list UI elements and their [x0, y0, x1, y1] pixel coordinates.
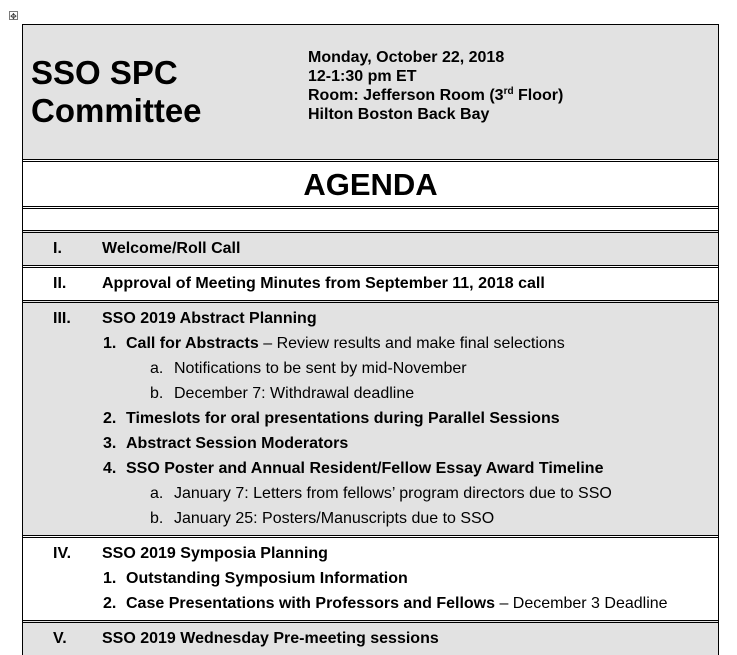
sub-list-item: [23, 506, 718, 531]
sub-list-item: [23, 381, 718, 406]
section-numeral: II.: [53, 275, 67, 292]
item-number: 1.: [103, 570, 117, 587]
section-title: SSO 2019 Symposia Planning: [102, 545, 328, 562]
meeting-time: 12-1:30 pm ET: [308, 68, 417, 85]
agenda-table: [22, 24, 719, 655]
committee-title-line1: SSO SPC: [31, 54, 178, 91]
section-heading: [23, 541, 718, 566]
section-row-5: [23, 620, 718, 655]
section-heading: [23, 271, 718, 296]
header-row: [23, 24, 718, 159]
list-item: [23, 591, 718, 616]
spacer-row: [23, 206, 718, 230]
committee-title-line2: Committee: [31, 92, 202, 129]
subitem-letter: b.: [150, 385, 164, 402]
item-text: Outstanding Symposium Information: [126, 570, 408, 587]
meeting-date: Monday, October 22, 2018: [308, 49, 505, 66]
list-item: [23, 566, 718, 591]
section-row-2: [23, 265, 718, 300]
sub-list-item: [23, 481, 718, 506]
item-number: 2.: [103, 595, 117, 612]
item-text: Case Presentations with Professors and Fellows – December 3 Deadline: [126, 595, 668, 612]
section-title: Welcome/Roll Call: [102, 240, 241, 257]
section-numeral: I.: [53, 240, 62, 257]
agenda-heading: AGENDA: [303, 167, 438, 202]
section-title: Approval of Meeting Minutes from September 11, 2018 call: [102, 275, 545, 292]
list-item: [23, 406, 718, 431]
list-item: [23, 456, 718, 481]
subitem-text: January 7: Letters from fellows’ program directors due to SSO: [174, 485, 612, 502]
section-numeral: IV.: [53, 545, 72, 562]
subitem-text: December 7: Withdrawal deadline: [174, 385, 415, 402]
list-item: [23, 331, 718, 356]
subitem-letter: a.: [150, 485, 164, 502]
section-heading: [23, 306, 718, 331]
committee-title: [31, 54, 202, 130]
meeting-details: [308, 48, 563, 124]
subitem-letter: b.: [150, 510, 164, 527]
meeting-room: Room: Jefferson Room (3rd Floor): [308, 86, 564, 104]
item-text: Abstract Session Moderators: [126, 435, 349, 452]
meeting-venue: Hilton Boston Back Bay: [308, 106, 490, 123]
subitem-text: Notifications to be sent by mid-November: [174, 360, 467, 377]
section-heading: [23, 236, 718, 261]
item-text: SSO Poster and Annual Resident/Fellow Essay Award Timeline: [126, 460, 604, 477]
item-number: 2.: [103, 410, 117, 427]
section-row-3: [23, 300, 718, 535]
item-number: 4.: [103, 460, 117, 477]
item-text: Timeslots for oral presentations during Parallel Sessions: [126, 410, 560, 427]
section-row-1: [23, 230, 718, 265]
subitem-letter: a.: [150, 360, 164, 377]
list-item: [23, 431, 718, 456]
section-title: SSO 2019 Abstract Planning: [102, 310, 317, 327]
section-heading: [23, 626, 718, 651]
section-numeral: III.: [53, 310, 71, 327]
subitem-text: January 25: Posters/Manuscripts due to SSO: [174, 510, 495, 527]
table-move-handle-icon[interactable]: ✥: [10, 12, 17, 21]
item-text: Call for Abstracts – Review results and make final selections: [126, 335, 565, 352]
section-numeral: V.: [53, 630, 67, 647]
sub-list-item: [23, 356, 718, 381]
item-number: 3.: [103, 435, 117, 452]
section-title: SSO 2019 Wednesday Pre-meeting sessions: [102, 630, 439, 647]
section-row-4: [23, 535, 718, 620]
agenda-heading-row: [23, 159, 718, 206]
item-number: 1.: [103, 335, 117, 352]
